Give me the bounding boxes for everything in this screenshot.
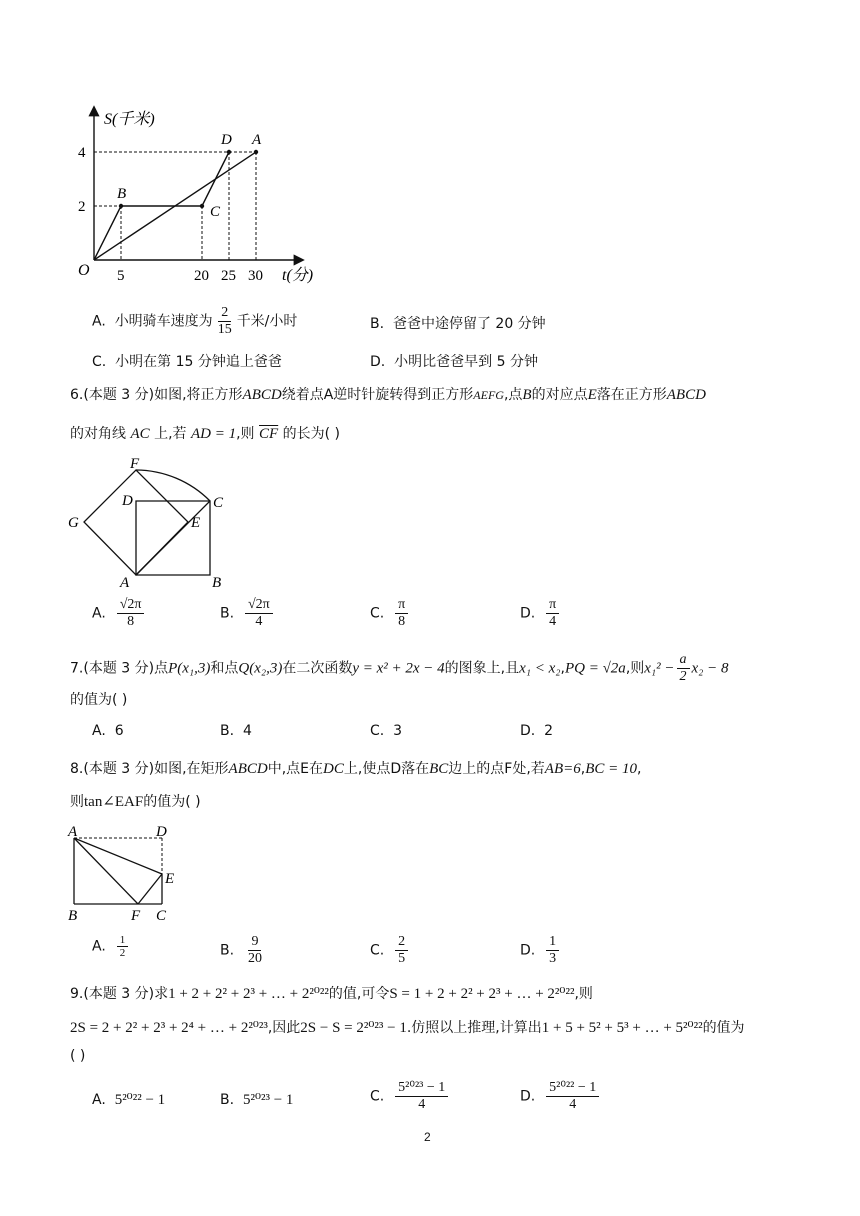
q9-line-3: ( ) xyxy=(70,1048,86,1064)
option-text: 千米/小时 xyxy=(236,313,298,330)
q5-option-d[interactable] xyxy=(370,351,538,371)
y-axis-label: S(千米) xyxy=(104,111,155,128)
option-letter: B. xyxy=(370,316,385,332)
q7-option-a[interactable]: A. 6 xyxy=(92,723,124,739)
svg-text:C: C xyxy=(156,908,167,922)
svg-text:D: D xyxy=(122,493,133,509)
svg-text:F: F xyxy=(130,456,140,472)
q9-line-1: 9.(本题 3 分)求1 + 2 + 2² + 2³ + … + 2²⁰²²的值,可令S = 1 + 2 + 2² + 2³ + … + 2²⁰²²,则 xyxy=(70,986,593,1002)
point-label-D: D xyxy=(221,132,232,148)
svg-text:B: B xyxy=(68,908,78,922)
svg-text:F: F xyxy=(131,908,141,922)
q8-option-d[interactable]: D. $\frac{1}{3}$ xyxy=(520,934,561,967)
diagonal-ac xyxy=(136,501,210,575)
option-letter: D. xyxy=(370,354,386,370)
q9-option-a[interactable]: A. 5²⁰²² − 1 xyxy=(92,1092,166,1108)
point-label-A: A xyxy=(252,132,262,148)
x-axis-label: t(分) xyxy=(282,267,314,284)
option-text: 小明骑车速度为 xyxy=(114,313,213,330)
arc-cf: $\overline{CF}$ xyxy=(259,426,279,442)
q5-option-b[interactable] xyxy=(370,313,546,333)
svg-text:A: A xyxy=(120,575,130,590)
x-tick-label: 20 xyxy=(194,268,209,284)
x-tick-label: 30 xyxy=(248,268,263,284)
q5-option-c[interactable] xyxy=(92,351,282,371)
fraction: $\frac{2}{15}$ xyxy=(217,305,232,337)
point-label-C: C xyxy=(210,204,221,220)
q5-option-a[interactable] xyxy=(92,305,297,338)
q6-line-2: 的对角线 AC 上,若 AD = 1,则 $\overline{CF}$ 的长为( ) xyxy=(70,426,341,442)
q6-option-b[interactable]: B. $\frac{√2\pi}{4}$ xyxy=(220,597,275,630)
option-text: 小明在第 15 分钟追上爸爸 xyxy=(115,354,282,370)
q7-option-d[interactable]: D. 2 xyxy=(520,723,554,739)
q8-line-1: 8.(本题 3 分)如图,在矩形ABCD中,点E在DC上,使点D落在BC边上的点F处,若AB=6,BC = 10, xyxy=(70,761,642,777)
q7-option-c[interactable]: C. 3 xyxy=(370,723,403,739)
option-letter: A. xyxy=(92,313,106,330)
page-number: 2 xyxy=(424,1130,431,1144)
y-tick-label: 2 xyxy=(78,199,86,215)
q8-option-a[interactable]: A. $\frac{1}{2}$ xyxy=(92,934,130,959)
y-tick-label: 4 xyxy=(78,145,86,161)
svg-text:A: A xyxy=(68,824,78,840)
option-text: 爸爸中途停留了 20 分钟 xyxy=(392,316,546,332)
svg-text:D: D xyxy=(156,824,167,840)
q6-option-a[interactable]: A. $\frac{√2\pi}{8}$ xyxy=(92,597,146,630)
origin-label: O xyxy=(78,262,90,279)
point-B xyxy=(119,204,123,208)
svg-text:C: C xyxy=(213,495,224,511)
q6-option-d[interactable]: D. $\frac{\pi}{4}$ xyxy=(520,597,561,630)
q9-option-d[interactable]: D. $\frac{\text{5²⁰²² − 1}}{4}$ xyxy=(520,1080,601,1113)
point-label-B: B xyxy=(117,186,127,202)
distance-time-chart xyxy=(70,100,320,285)
q7-line-2: 的值为( ) xyxy=(70,692,128,708)
q8-option-c[interactable]: C. $\frac{2}{5}$ xyxy=(370,934,410,967)
rotated-squares-figure xyxy=(62,455,237,590)
arc-cf-shape xyxy=(136,470,210,501)
q8-line-2: 则tan∠EAF的值为( ) xyxy=(70,794,201,810)
q8-option-b[interactable]: B. $\frac{9}{20}$ xyxy=(220,934,262,966)
point-D xyxy=(227,150,231,154)
svg-text:E: E xyxy=(165,871,175,887)
point-A xyxy=(254,150,258,154)
q9-option-b[interactable]: B. 5²⁰²³ − 1 xyxy=(220,1092,294,1108)
option-letter: C. xyxy=(92,354,107,370)
point-C xyxy=(200,204,204,208)
option-text: 小明比爸爸早到 5 分钟 xyxy=(394,354,538,370)
q9-option-c[interactable]: C. $\frac{\text{5²⁰²³ − 1}}{4}$ xyxy=(370,1080,450,1113)
svg-text:E: E xyxy=(191,515,201,531)
x-tick-label: 5 xyxy=(117,268,125,284)
svg-text:G: G xyxy=(68,515,79,531)
q6-line-1: 6.(本题 3 分)如图,将正方形ABCD绕着点A逆时针旋转得到正方形AEFG,点B的对应点E落在正方形ABCD xyxy=(70,387,706,403)
rectangle-fold-figure xyxy=(64,822,189,922)
q7-option-b[interactable]: B. 4 xyxy=(220,723,252,739)
q6-option-c[interactable]: C. $\frac{\pi}{8}$ xyxy=(370,597,410,630)
q9-line-2: 2S = 2 + 2² + 2³ + 2⁴ + … + 2²⁰²³,因此2S − S = 2²⁰²³ − 1.仿照以上推理,计算出1 + 5 + 5² + 5³ + … + 5²⁰²²的值为 xyxy=(70,1020,745,1036)
q7-line-1: 7.(本题 3 分)点P(x₁,3)和点Q(x₂,3)在二次函数y = x² + 2x − 4的图象上,且x₁ < x₂,PQ = √2a,则x₁² − $\frac{a}{2}$ x₂ − 8 xyxy=(70,652,729,684)
x-tick-label: 25 xyxy=(221,268,236,284)
svg-text:B: B xyxy=(212,575,222,590)
